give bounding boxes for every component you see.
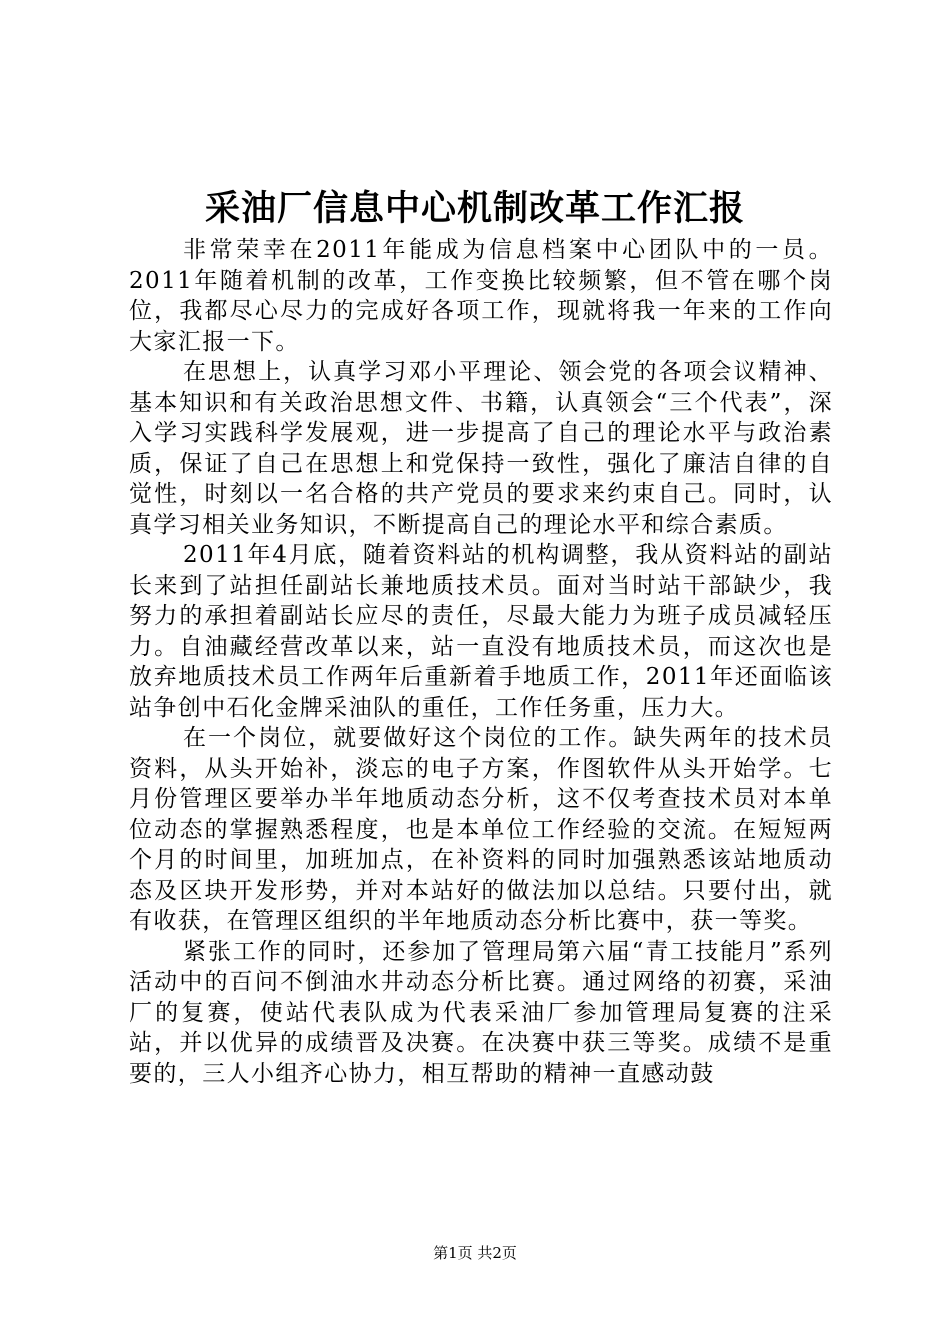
paragraph-position-work: 在一个岗位，就要做好这个岗位的工作。缺失两年的技术员资料，从头开始补，淡忘的电子方案，作图软件从头开始学。七月份管理区要举办半年地质动态分析，这不仅考查技术员对本单位动态的掌握熟悉程度，也是本单位工作经验的交流。在短短两个月的时间里，加班加点，在补资料的同时加强熟悉该站地质动态及区块开发形势，并对本站好的做法加以总结。只要付出，就有收获，在管理区组织的半年地质动态分析比赛中，获一等奖。 xyxy=(129,725,833,934)
paragraph-competition: 紧张工作的同时，还参加了管理局第六届“青工技能月”系列活动中的百问不倒油水井动态分析比赛。通过网络的初赛，采油厂的复赛，使站代表队成为代表采油厂参加管理局复赛的注采站，并以优异的成绩晋及决赛。在决赛中获三等奖。成绩不是重要的，三人小组齐心协力，相互帮助的精神一直感动鼓 xyxy=(129,938,833,1087)
page-number-footer: 第1页 共2页 xyxy=(433,1244,517,1262)
paragraph-intro: 非常荣幸在2011年能成为信息档案中心团队中的一员。2011年随着机制的改革，工作变换比较频繁，但不管在哪个岗位，我都尽心尽力的完成好各项工作，现就将我一年来的工作向大家汇报一下。 xyxy=(129,237,833,355)
document-body xyxy=(129,235,833,1089)
paragraph-reassignment: 2011年4月底，随着资料站的机构调整，我从资料站的副站长来到了站担任副站长兼地质技术员。面对当时站干部缺少，我努力的承担着副站长应尽的责任，尽最大能力为班子成员减轻压力。自油藏经营改革以来，站一直没有地质技术员，而这次也是放弃地质技术员工作两年后重新着手地质工作，2011年还面临该站争创中石化金牌采油队的重任，工作任务重，压力大。 xyxy=(129,542,833,721)
paragraph-ideology: 在思想上，认真学习邓小平理论、领会党的各项会议精神、基本知识和有关政治思想文件、书籍，认真领会“三个代表”，深入学习实践科学发展观，进一步提高了自己的理论水平与政治素质，保证了自己在思想上和党保持一致性，强化了廉洁自律的自觉性，时刻以一名合格的共产党员的要求来约束自己。同时，认真学习相关业务知识，不断提高自己的理论水平和综合素质。 xyxy=(129,359,833,538)
document-title: 采油厂信息中心机制改革工作汇报 xyxy=(204,188,745,229)
